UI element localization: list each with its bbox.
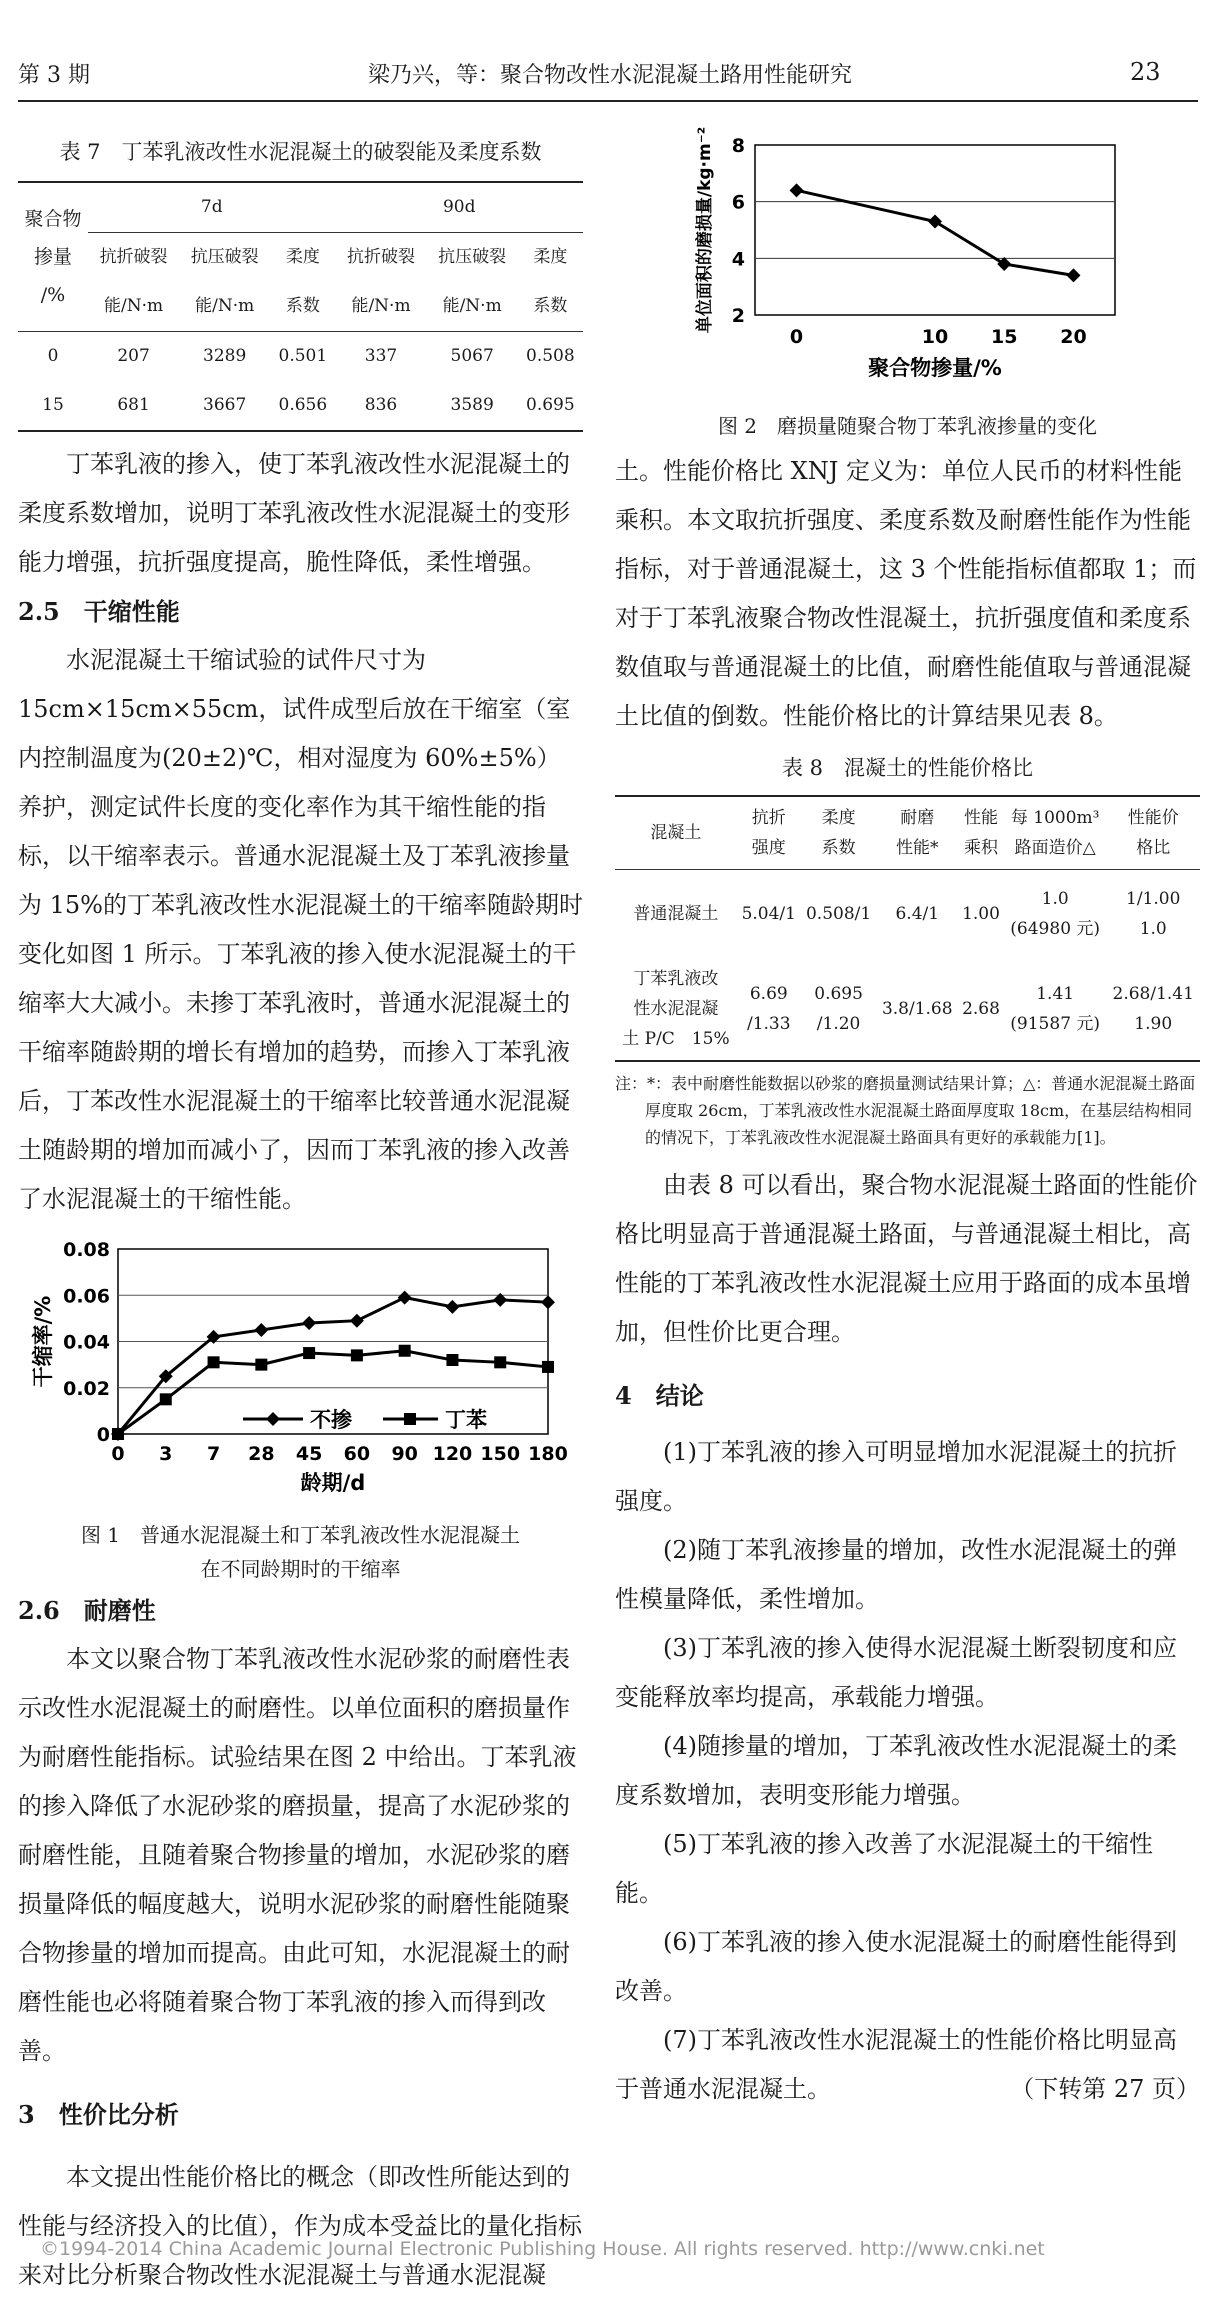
table8-cell: [1004, 870, 1107, 959]
table7-sub-comp-unit: 能/N·m: [179, 282, 270, 332]
conclusion-item: (2)随丁苯乳液掺量的增加，改性水泥混凝土的弹性模量降低，柔性增加。: [615, 1536, 1177, 1613]
table8-cell-line: 1.0: [1041, 889, 1069, 909]
x-axis-label: 聚合物掺量/%: [868, 356, 1002, 380]
table8-cell-line: 强度: [751, 838, 786, 858]
table-row: [615, 870, 1200, 959]
table8-cell-line: 混凝土: [650, 823, 702, 843]
x-tick-label: 10: [921, 326, 949, 348]
paragraph: 本文以聚合物丁苯乳液改性水泥砂浆的耐磨性表示改性水泥混凝土的耐磨性。以单位面积的磨损量作为耐磨性能指标。试验结果在图 2 中给出。丁苯乳液的掺入降低了水泥砂浆的磨损量，提高了水泥砂浆的耐磨性能，且随着聚合物掺量的增加，水泥砂浆的磨损量降低的幅度越大，说明水泥砂浆的耐磨性能随聚合物掺量的增加而提高。由此可知，水泥混凝土的耐磨性能也必将随着聚合物丁苯乳液的掺入而得到改善。: [18, 1645, 577, 2065]
header-rule: [18, 100, 1198, 102]
data-point: [160, 1393, 172, 1405]
section-heading-3: 3 性价比分析: [18, 2100, 179, 2129]
table7-cell: 0.656: [278, 395, 328, 415]
table8-cell-line: 抗折: [751, 808, 786, 828]
table7-sub-soft-unit: 系数: [518, 282, 583, 332]
table8: [615, 795, 1200, 1062]
table8-cell: [1106, 870, 1200, 959]
x-tick-label: 15: [991, 326, 1018, 348]
paragraph: 本文提出性能价格比的概念（即改性所能达到的性能与经济投入的比值），作为成本受益比的量化指标来对比分析聚合物改性水泥混凝土与普通水泥混凝: [18, 2163, 582, 2289]
figure2-caption: 图 2 磨损量随聚合物丁苯乳液掺量的变化: [717, 414, 1098, 438]
conclusion-item: (1)丁苯乳液的掺入可明显增加水泥混凝土的抗折强度。: [615, 1438, 1177, 1515]
table7-head-unit: /%: [40, 284, 66, 306]
table7-sub-soft: 柔度: [533, 247, 568, 267]
table8-cell-line: 乘积: [963, 838, 998, 858]
x-tick-label: 3: [159, 1443, 173, 1465]
y-tick-label: 0.06: [63, 1285, 110, 1308]
table8-cell: [1106, 958, 1200, 1061]
table7-cell: 3289: [203, 346, 247, 366]
x-tick-label: 20: [1060, 326, 1087, 348]
y-tick-label: 2: [731, 305, 745, 327]
data-point: [351, 1349, 363, 1361]
table8-head-cell: [737, 796, 801, 870]
table8-cell: [801, 870, 877, 959]
table7-cell: 0.501: [278, 346, 328, 366]
y-tick-label: 0.08: [63, 1239, 110, 1261]
table7-sub-flex: 抗折破裂: [347, 247, 416, 267]
page-number: 23: [1130, 58, 1161, 86]
data-point: [542, 1361, 554, 1373]
table7-polymer-head: [18, 182, 88, 332]
y-tick-label: 6: [731, 191, 745, 214]
table8-cell-line: 路面造价△: [1014, 838, 1096, 858]
table8-head-cell: [958, 796, 1004, 870]
table8-cell-line: 格比: [1136, 838, 1171, 858]
table8-cell-line: /1.20: [816, 1014, 861, 1034]
table7-caption: 表 7 丁苯乳液改性水泥混凝土的破裂能及柔度系数: [59, 140, 542, 164]
x-tick-label: 28: [248, 1443, 275, 1465]
plot-frame: [755, 145, 1115, 315]
x-tick-label: 0: [111, 1443, 125, 1465]
table8-cell-line: 1/1.00: [1126, 889, 1181, 909]
x-tick-label: 0: [789, 326, 804, 348]
table8-cell-line: 6.69: [749, 984, 788, 1004]
figure2-chart: [615, 115, 1200, 385]
table7-cell: 0.508: [526, 346, 575, 366]
table8-head-cell: [1106, 796, 1200, 870]
table8-cell: [615, 870, 737, 959]
y-tick-label: 0.04: [63, 1331, 110, 1354]
x-tick-label: 7: [206, 1443, 221, 1465]
table8-cell-line: 0.508/1: [805, 904, 872, 924]
table7-sub-soft: 柔度: [285, 247, 320, 267]
figure1-chart: [18, 1234, 583, 1514]
table8-cell-line: (64980 元): [1010, 919, 1101, 939]
table7-cell: 337: [364, 346, 398, 366]
conclusion-item: (5)丁苯乳液的掺入改善了水泥混凝土的干缩性能。: [615, 1830, 1153, 1907]
conclusion-item: (3)丁苯乳液的掺入使得水泥混凝土断裂韧度和应变能释放率均提高，承载能力增强。: [615, 1634, 1177, 1711]
table7-cell: 836: [364, 395, 398, 415]
section-heading-4: 4 结论: [615, 1381, 704, 1410]
x-tick-label: 45: [295, 1443, 323, 1465]
table8-cell-line: 性能价: [1127, 808, 1179, 828]
y-tick-label: 4: [731, 248, 745, 271]
table8-cell-line: 3.8/1.68: [881, 999, 953, 1019]
footer-copyright: ©1994-2014 China Academic Journal Electronic Publishing House. All rights reserved. http://www.cnki.net: [40, 2238, 1045, 2260]
table8-cell-line: 1.0: [1139, 919, 1167, 939]
left-column: [18, 135, 583, 2300]
section-heading-2-5: 2.5 干缩性能: [18, 597, 180, 626]
y-tick-label: 0: [96, 1424, 110, 1446]
table8-cell-line: 性水泥混凝: [633, 999, 719, 1019]
x-tick-label: 90: [391, 1443, 418, 1465]
table8-cell-line: 5.04/1: [741, 904, 796, 924]
table8-head-cell: [1004, 796, 1107, 870]
x-tick-label: 60: [343, 1443, 371, 1465]
table7-sub-soft-unit: 系数: [270, 282, 335, 332]
table8-cell-line: 每 1000m³: [1010, 808, 1100, 828]
y-tick-label: 8: [731, 135, 745, 157]
table8-cell-line: 2.68: [962, 999, 1000, 1019]
table8-cell-line: 性能*: [896, 838, 939, 858]
table8-cell-line: 1.00: [962, 904, 1000, 924]
continued-note: （下转第 27 页）: [1010, 2075, 1200, 2103]
table8-cell: [958, 870, 1004, 959]
figure1-caption: [18, 1518, 583, 1586]
table7-age-7d: 7d: [88, 182, 335, 233]
table8-cell: [801, 958, 877, 1061]
paragraph: 土。性能价格比 XNJ 定义为：单位人民币的材料性能乘积。本文取抗折强度、柔度系数及耐磨性能作为性能指标，对于普通混凝土，这 3 个性能指标值都取 1；而对于丁苯乳液聚合物改性混凝土，抗折强度值和柔度系数值取与普通混凝土的比值，耐磨性能值取与普通混凝土比值的倒数。性能价格比的计算结果见表 8。: [615, 457, 1197, 730]
conclusion-item-text: (7)丁苯乳液改性水泥混凝土的性能价格比明显高于普通水泥混凝土。: [615, 2026, 1177, 2103]
table8-cell: [958, 958, 1004, 1061]
table7-cell: 5067: [450, 346, 494, 366]
table7-cell: 3667: [203, 395, 247, 415]
x-tick-label: 150: [480, 1443, 521, 1465]
figure1-caption-line2: 在不同龄期时的干缩率: [200, 1557, 401, 1581]
x-axis-label: 龄期/d: [300, 1471, 366, 1495]
table8-cell: [737, 958, 801, 1061]
data-point: [494, 1356, 506, 1368]
table7-sub-flex-unit: 能/N·m: [88, 282, 179, 332]
table7-sub-comp-unit: 能/N·m: [427, 282, 518, 332]
table8-cell-line: 2.68/1.41: [1112, 984, 1194, 1004]
right-column: [615, 126, 1200, 2114]
table7-head-dosage: 掺量: [33, 246, 72, 268]
table7-age-90d: 90d: [335, 182, 583, 233]
table7-sub-comp: 抗压破裂: [190, 247, 259, 267]
table8-cell-line: (91587 元): [1010, 1014, 1101, 1034]
x-tick-label: 120: [432, 1443, 473, 1465]
table7-cell: 15: [42, 395, 64, 415]
table8-cell-line: 丁苯乳液改: [633, 969, 719, 989]
table7-sub-flex-unit: 能/N·m: [335, 282, 426, 332]
table8-cell-line: 1.41: [1036, 984, 1075, 1004]
table7-cell: 0.695: [526, 395, 575, 415]
table8-cell-line: /1.33: [746, 1014, 791, 1034]
y-axis-label: 干缩率/%: [31, 1295, 55, 1388]
paragraph: 水泥混凝土干缩试验的试件尺寸为 15cm×15cm×55cm，试件成型后放在干缩室（室内控制温度为(20±2)℃，相对湿度为 60%±5%）养护，测定试件长度的变化率作为其干缩性能的指标，以干缩率表示。普通水泥混凝土及丁苯乳液掺量为 15%的丁苯乳液改性水泥混凝土的干缩率随龄期时变化如图 1 所示。丁苯乳液的掺入使水泥混凝土的干缩率大大减小。未掺丁苯乳液时，普通水泥混凝土的干缩率随龄期的增长有增加的趋势，而掺入丁苯乳液后，丁苯改性水泥混凝土的干缩率比较普通水泥混凝土随龄期的增加而减小了，因而丁苯乳液的掺入改善了水泥混凝土的干缩性能。: [18, 646, 583, 1213]
paragraph: 由表 8 可以看出，聚合物水泥混凝土路面的性能价格比明显高于普通混凝土路面，与普通混凝土相比，高性能的丁苯乳液改性水泥混凝土应用于路面的成本虽增加，但性价比更合理。: [615, 1171, 1198, 1346]
data-point: [208, 1356, 220, 1368]
figure1-caption-line1: 图 1 普通水泥混凝土和丁苯乳液改性水泥混凝土: [80, 1523, 521, 1547]
data-point: [112, 1428, 124, 1440]
table-row: [18, 332, 583, 382]
table8-head-cell: [615, 796, 737, 870]
legend-label: 不掺: [310, 1408, 352, 1432]
issue-number: 第 3 期: [18, 63, 90, 88]
conclusion-item: (4)随掺量的增加，丁苯乳液改性水泥混凝土的柔度系数增加，表明变形能力增强。: [615, 1732, 1177, 1809]
conclusion-item: [615, 2016, 1200, 2114]
table7-sub-flex: 抗折破裂: [99, 247, 168, 267]
table8-cell: [737, 870, 801, 959]
table8-cell-line: 1.90: [1134, 1014, 1173, 1034]
table8-cell: [1004, 958, 1107, 1061]
table8-cell-line: 系数: [821, 838, 856, 858]
table8-cell-line: 普通混凝土: [633, 904, 719, 924]
table8-note: 注：*：表中耐磨性能数据以砂浆的磨损量测试结果计算；△：普通水泥混凝土路面厚度取 26cm，丁苯乳液改性水泥混凝土路面厚度取 18cm，在基层结构相同的情况下，丁苯乳液改性水泥混凝土路面具有更好的承载能力[1]。: [615, 1074, 1196, 1147]
section-heading-2-6: 2.6 耐磨性: [18, 1596, 156, 1625]
paragraph: 丁苯乳液的掺入，使丁苯乳液改性水泥混凝土的柔度系数增加，说明丁苯乳液改性水泥混凝土的变形能力增强，抗折强度提高，脆性降低，柔性增强。: [18, 450, 570, 576]
table8-cell-line: 0.695: [814, 984, 863, 1004]
data-point: [303, 1347, 315, 1359]
table-row: [615, 958, 1200, 1061]
y-axis-label: 单位面积的磨损量/kg·m⁻²: [695, 126, 715, 334]
legend-label: 丁苯: [445, 1408, 487, 1432]
table8-cell-line: 耐磨: [900, 808, 935, 828]
running-title: 梁乃兴，等：聚合物改性水泥混凝土路用性能研究: [367, 63, 852, 88]
table8-cell-line: 性能: [963, 808, 998, 828]
table7-sub-comp: 抗压破裂: [438, 247, 507, 267]
table8-cell-line: 土 P/C 15%: [622, 1029, 730, 1049]
table8-caption: 表 8 混凝土的性能价格比: [781, 756, 1034, 780]
table8-head-cell: [876, 796, 958, 870]
x-tick-label: 180: [528, 1443, 568, 1465]
table8-cell-line: 6.4/1: [895, 904, 940, 924]
data-point: [446, 1354, 458, 1366]
table7-cell: 0: [47, 346, 59, 366]
table7: [18, 181, 583, 432]
data-point: [399, 1345, 411, 1357]
y-tick-label: 0.02: [63, 1377, 110, 1400]
table7-cell: 207: [117, 346, 150, 366]
table8-cell-line: 柔度: [821, 808, 856, 828]
table-row: [18, 381, 583, 431]
table7-cell: 3589: [450, 395, 494, 415]
table7-cell: 681: [117, 395, 150, 415]
data-point: [255, 1359, 267, 1371]
table7-head-polymer: 聚合物: [24, 208, 82, 230]
table8-cell: [615, 958, 737, 1061]
table8-head-cell: [801, 796, 877, 870]
table8-cell: [876, 870, 958, 959]
legend-marker: [404, 1413, 416, 1425]
table8-cell: [876, 958, 958, 1061]
conclusion-item: (6)丁苯乳液的掺入使水泥混凝土的耐磨性能得到改善。: [615, 1928, 1177, 2005]
